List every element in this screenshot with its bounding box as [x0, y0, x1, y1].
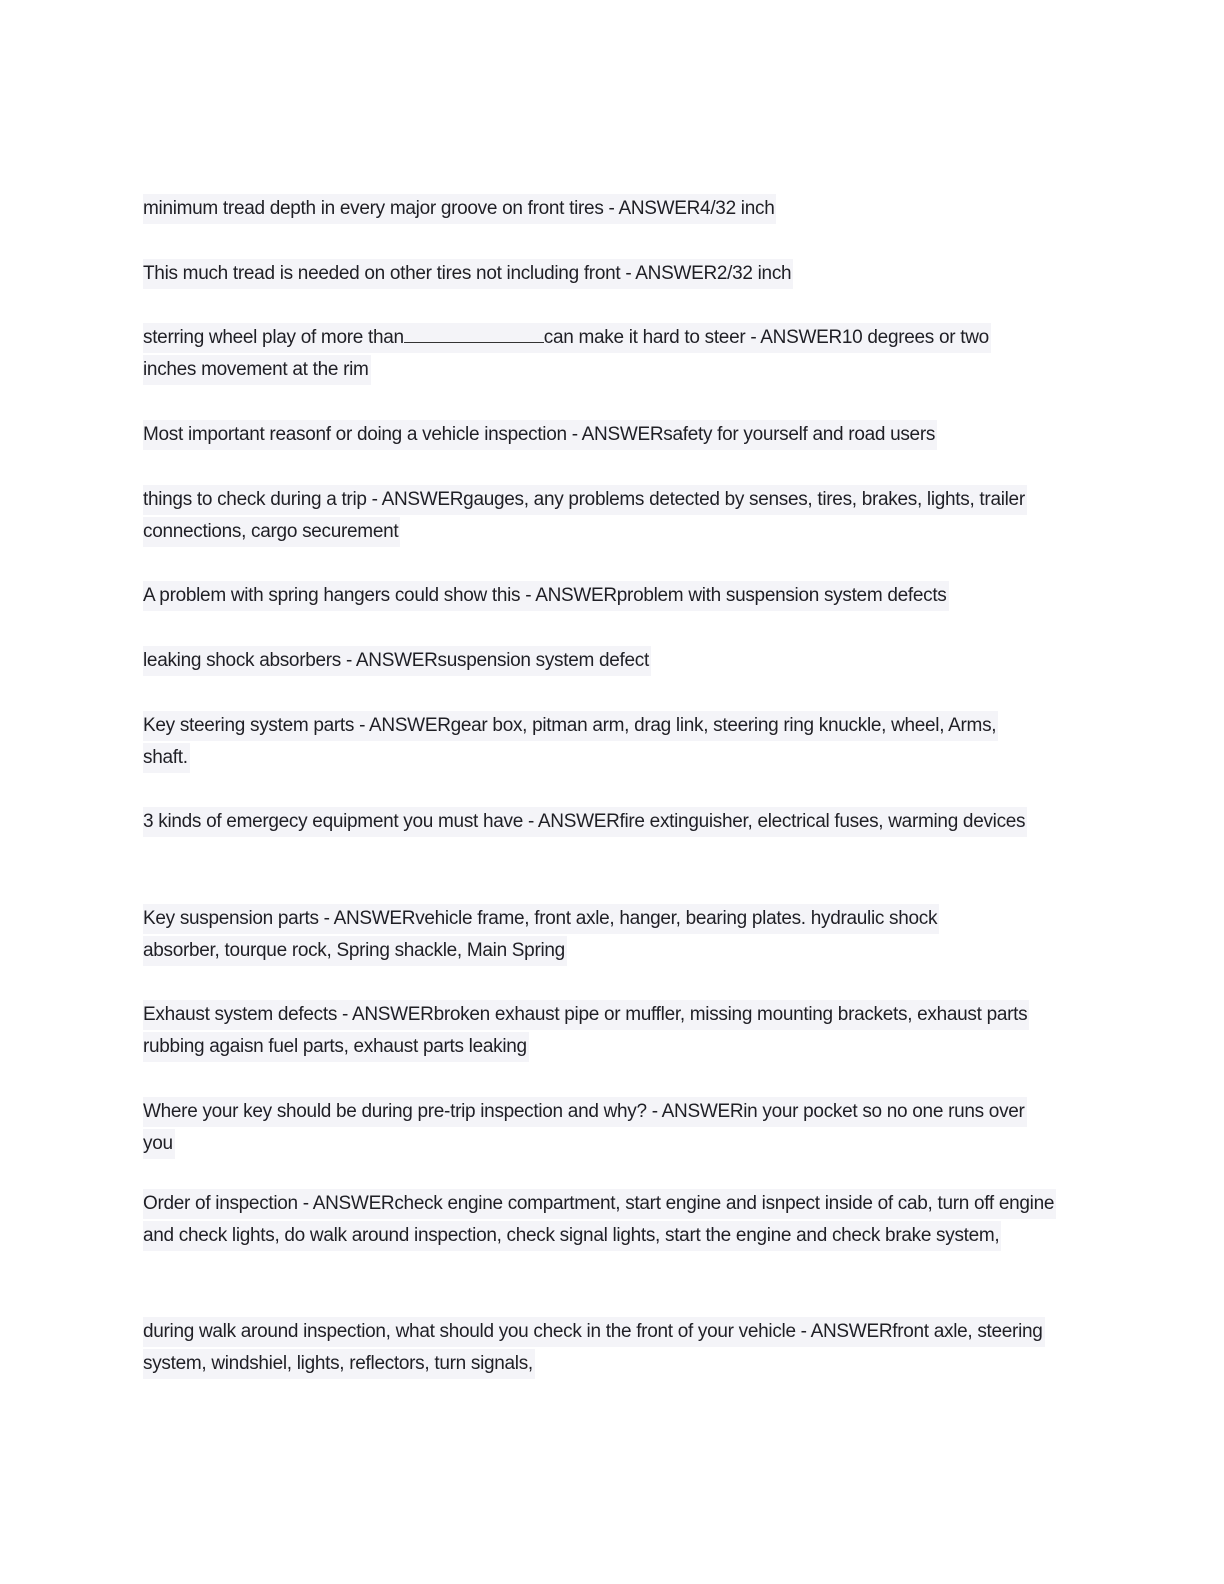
qa-item — [143, 193, 1073, 225]
qa-item — [143, 258, 1073, 290]
qa-text: This much tread is needed on other tires not including front - ANSWER2/32 inch — [143, 259, 793, 289]
qa-text: Key suspension parts - ANSWERvehicle frame, front axle, hanger, bearing plates. hydraulic shock absorber, tourque rock, Spring shackle, Main Spring — [143, 904, 939, 966]
qa-text: A problem with spring hangers could show this - ANSWERproblem with suspension system defects — [143, 581, 949, 611]
qa-item — [143, 1316, 1073, 1380]
qa-text: minimum tread depth in every major groove on front tires - ANSWER4/32 inch — [143, 194, 776, 224]
qa-item — [143, 645, 1073, 677]
qa-item — [143, 710, 1023, 774]
qa-text: Exhaust system defects - ANSWERbroken exhaust pipe or muffler, missing mounting brackets, exhaust parts rubbing agaisn fuel parts, exhaust parts leaking — [143, 1000, 1029, 1062]
qa-item — [143, 1096, 1038, 1160]
qa-text: leaking shock absorbers - ANSWERsuspension system defect — [143, 646, 651, 676]
qa-item — [143, 580, 1073, 612]
qa-item — [143, 1188, 1058, 1252]
qa-item — [143, 484, 1043, 548]
qa-text: things to check during a trip - ANSWERgauges, any problems detected by senses, tires, brakes, lights, trailer connections, cargo securement — [143, 485, 1027, 547]
qa-text: Order of inspection - ANSWERcheck engine compartment, start engine and isnpect inside of cab, turn off engine and check lights, do walk around inspection, check signal lights, start the engine and check brake system, — [143, 1189, 1056, 1251]
qa-text: 3 kinds of emergecy equipment you must have - ANSWERfire extinguisher, electrical fuses, warming devices — [143, 807, 1027, 837]
qa-text-pre: sterring wheel play of more than — [143, 327, 404, 348]
qa-text: Key steering system parts - ANSWERgear box, pitman arm, drag link, steering ring knuckle, wheel, Arms, shaft. — [143, 711, 998, 773]
qa-item — [143, 419, 1073, 451]
qa-text: during walk around inspection, what should you check in the front of your vehicle - ANSWERfront axle, steering system, windshiel, lights, reflectors, turn signals, — [143, 1317, 1045, 1379]
qa-item — [143, 322, 1043, 386]
qa-item — [143, 903, 1013, 967]
qa-text: Most important reasonf or doing a vehicle inspection - ANSWERsafety for yourself and road users — [143, 420, 937, 450]
qa-item — [143, 806, 1038, 838]
qa-text-post: can make it hard to steer - ANSWER10 degrees or two inches movement at the rim — [143, 327, 989, 380]
qa-item — [143, 999, 1058, 1063]
qa-text: Where your key should be during pre-trip inspection and why? - ANSWERin your pocket so no one runs over you — [143, 1097, 1027, 1159]
fill-in-blank — [404, 328, 544, 343]
